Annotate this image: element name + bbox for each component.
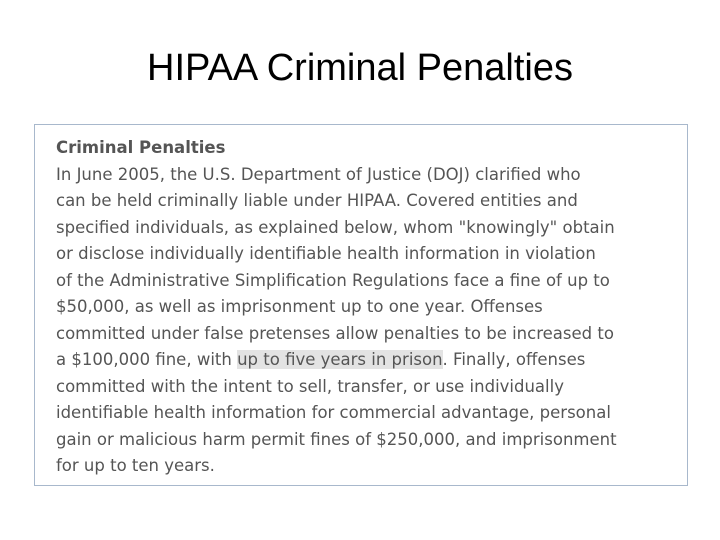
excerpt-line-5: of the Administrative Simplification Regulations face a fine of up to [56, 270, 610, 290]
excerpt-line-8-end: . Finally, offenses [442, 350, 586, 369]
excerpt-line-3: specified individuals, as explained below, whom "knowingly" obtain [56, 217, 615, 237]
excerpt-line-1: In June 2005, the U.S. Department of Justice (DOJ) clarified who [56, 164, 581, 184]
excerpt-line-10: identifiable health information for commercial advantage, personal [56, 403, 611, 422]
highlighted-phrase: up to five years in prison [237, 350, 443, 369]
excerpt-line-4: or disclose individually identifiable health information in violation [56, 244, 596, 263]
document-excerpt [34, 124, 688, 486]
excerpt-line-8-start: a $100,000 fine, with [56, 350, 238, 369]
excerpt-line-9: committed with the intent to sell, transfer, or use individually [56, 376, 564, 396]
excerpt-line-8 [56, 347, 669, 374]
excerpt-line-11: gain or malicious harm permit fines of $250,000, and imprisonment [56, 429, 617, 449]
slide-title: HIPAA Criminal Penalties [147, 47, 573, 89]
excerpt-line-2: can be held criminally liable under HIPAA. Covered entities and [56, 191, 578, 210]
excerpt-line-6: $50,000, as well as imprisonment up to one year. Offenses [56, 297, 543, 316]
excerpt-heading: Criminal Penalties [56, 138, 226, 157]
excerpt-line-12: for up to ten years. [56, 456, 215, 475]
excerpt-line-7: committed under false pretenses allow penalties to be increased to [56, 323, 614, 343]
